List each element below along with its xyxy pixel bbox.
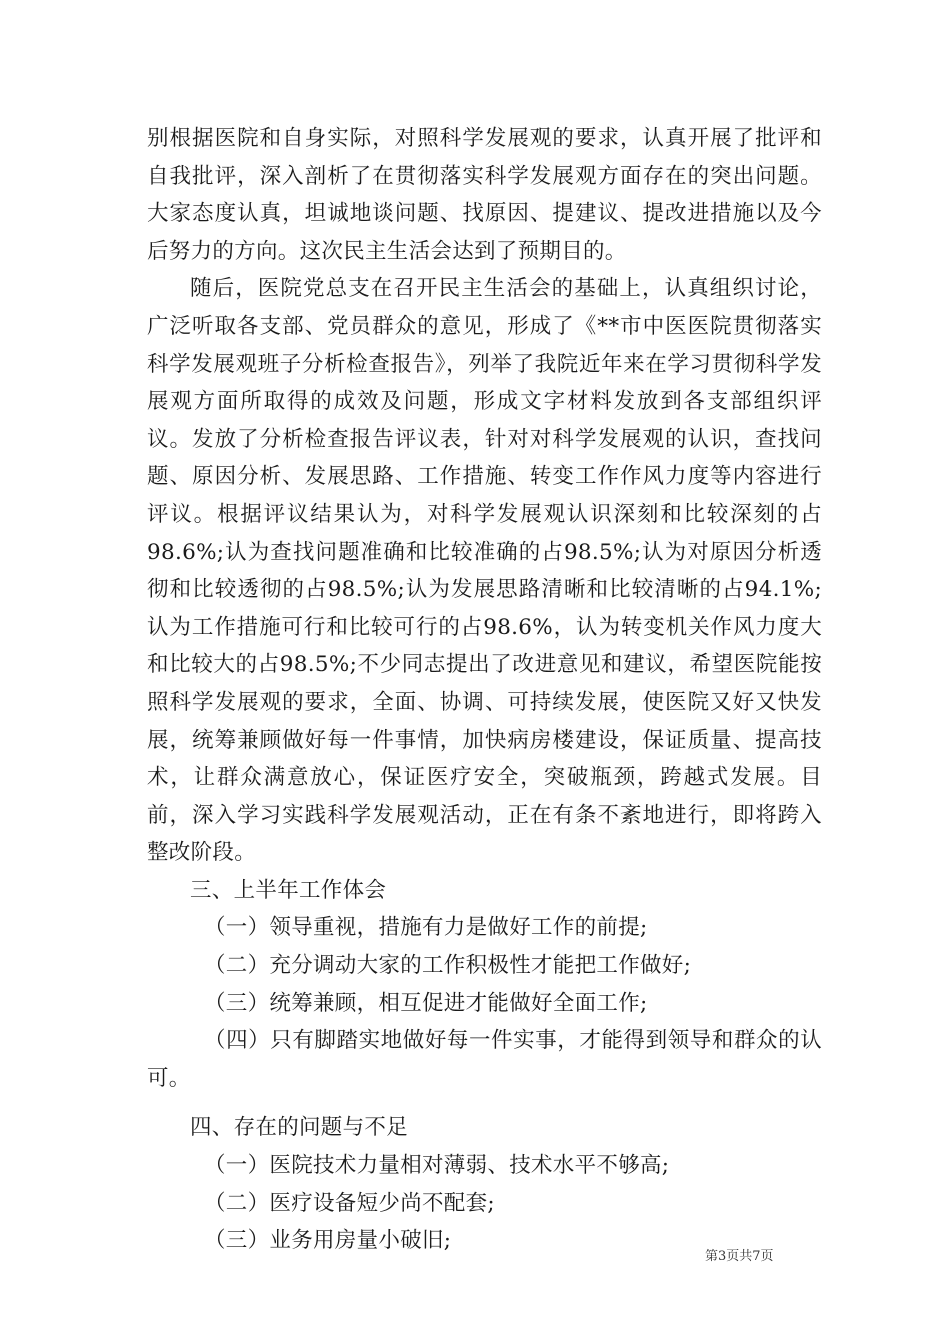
section-heading-problems: 四、存在的问题与不足: [190, 1115, 409, 1141]
page-number: 第3页共7页: [705, 1249, 774, 1264]
paragraph-continued: 别根据医院和自身实际，对照科学发展观的要求，认真开展了批评和自我批评，深入剖析了在贯彻落实科学发展观方面存在的突出问题。大家态度认真，坦诚地谈问题、找原因、提建议、提改进措施以及今后努力的方向。这次民主生活会达到了预期目的。: [147, 126, 822, 264]
list-item: （三）业务用房量小破旧;: [204, 1228, 452, 1254]
list-item: （四）只有脚踏实地做好每一件实事，才能得到领导和群众的认可。: [147, 1028, 822, 1091]
section-heading-experience: 三、上半年工作体会: [190, 877, 387, 903]
list-item: （二）充分调动大家的工作积极性才能把工作做好;: [204, 953, 692, 979]
list-item: （一）领导重视，措施有力是做好工作的前提;: [204, 915, 648, 941]
list-item: （二）医疗设备短少尚不配套;: [204, 1190, 495, 1216]
list-item: （一）医院技术力量相对薄弱、技术水平不够高;: [204, 1153, 670, 1179]
document-body: [147, 120, 822, 1260]
paragraph-review-results: 随后，医院党总支在召开民主生活会的基础上，认真组织讨论，广泛听取各支部、党员群众的意见，形成了《**市中医医院贯彻落实科学发展观班子分析检查报告》，列举了我院近年来在学习贯彻科学发展观方面所取得的成效及问题，形成文字材料发放到各支部组织评议。发放了分析检查报告评议表，针对对科学发展观的认识，查找问题、原因分析、发展思路、工作措施、转变工作作风力度等内容进行评议。根据评议结果认为，对科学发展观认识深刻和比较深刻的占98.6%;认为查找问题准确和比较准确的占98.5%;认为对原因分析透彻和比较透彻的占98.5%;认为发展思路清晰和比较清晰的占94.1%;认为工作措施可行和比较可行的占98.6%，认为转变机关作风力度大和比较大的占98.5%;不少同志提出了改进意见和建议，希望医院能按照科学发展观的要求，全面、协调、可持续发展，使医院又好又快发展，统筹兼顾做好每一件事情，加快病房楼建设，保证质量、提高技术，让群众满意放心，保证医疗安全，突破瓶颈，跨越式发展。目前，深入学习实践科学发展观活动，正在有条不紊地进行，即将跨入整改阶段。: [147, 276, 822, 866]
list-item: （三）统筹兼顾，相互促进才能做好全面工作;: [204, 990, 648, 1016]
